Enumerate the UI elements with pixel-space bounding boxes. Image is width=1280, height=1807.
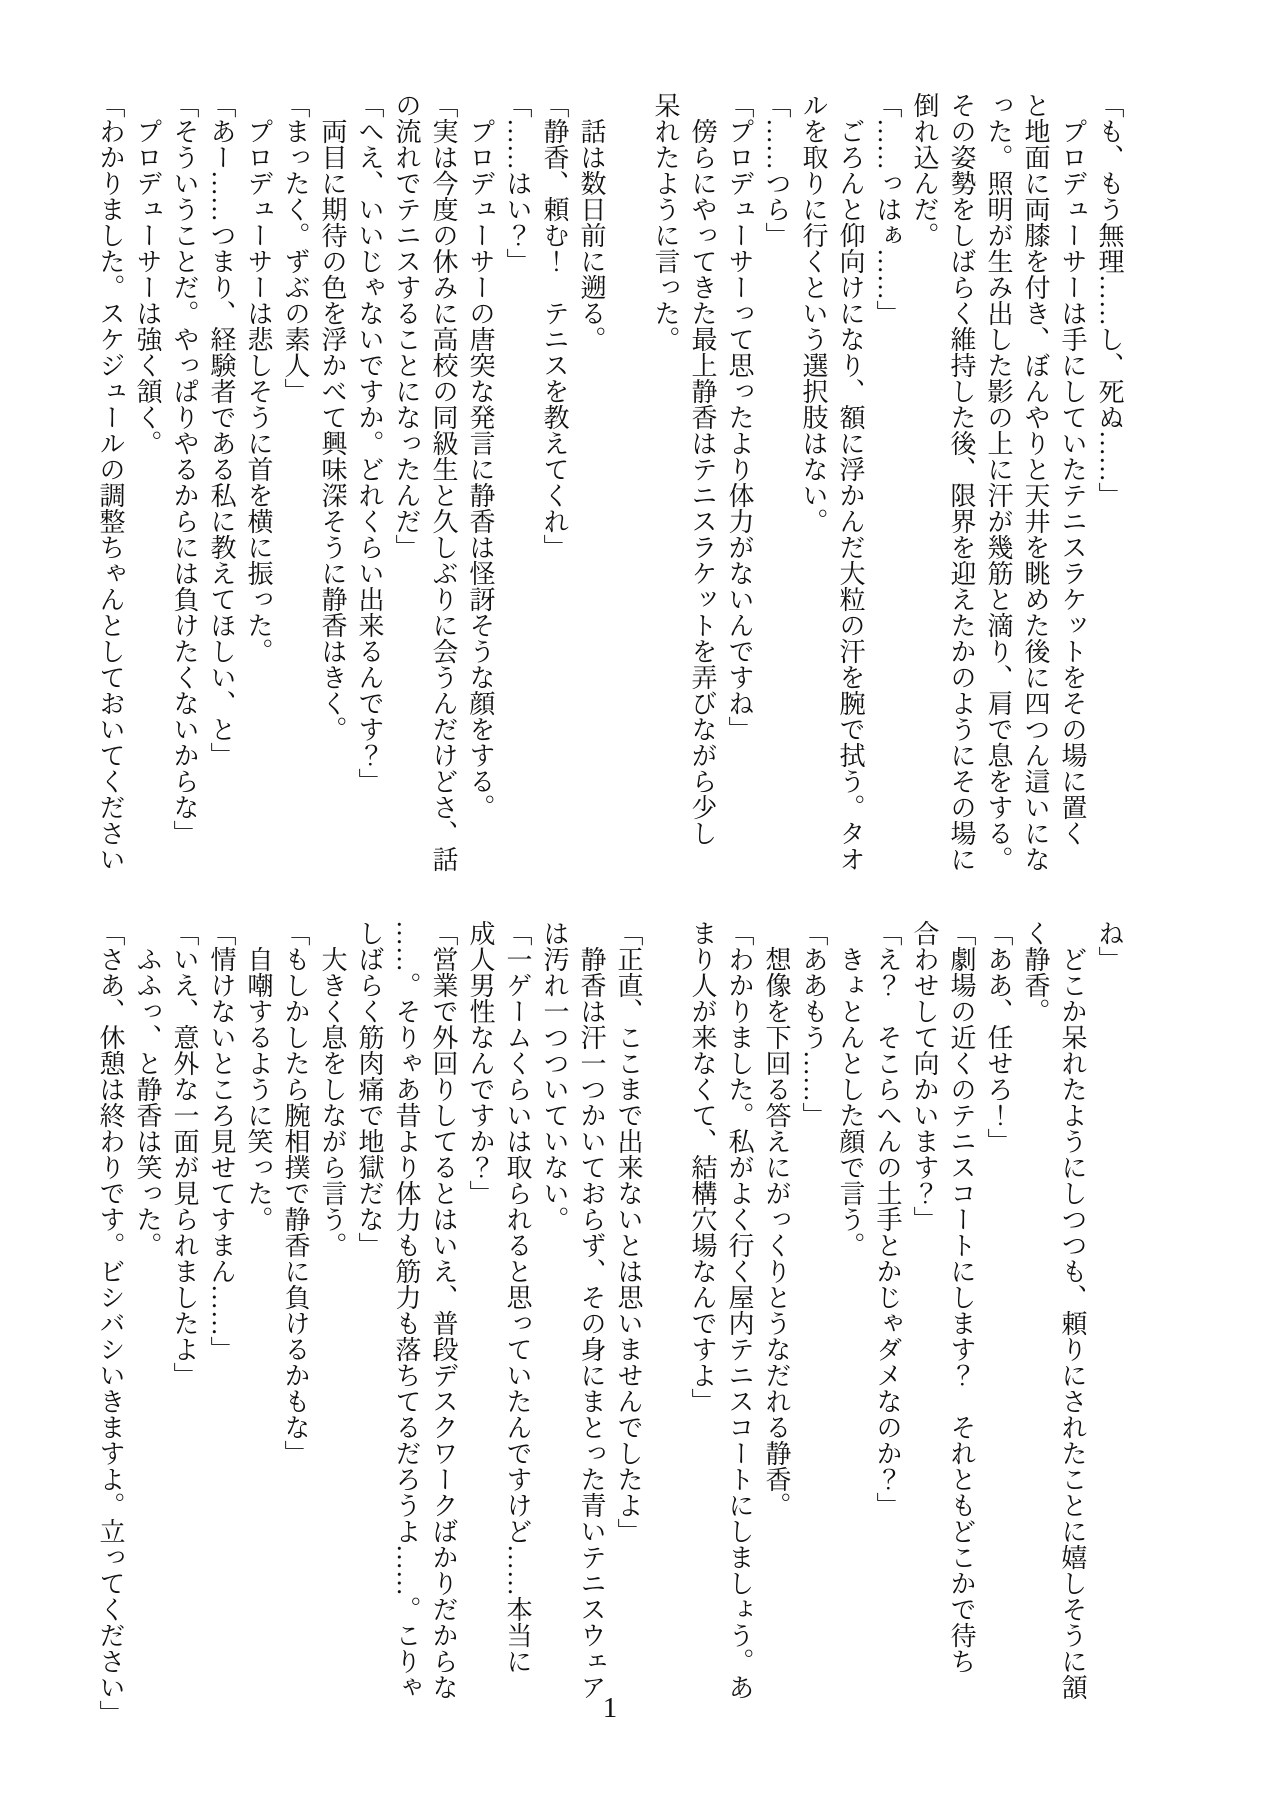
text-line: どこか呆れたようにしつつも、頼りにされたことに嬉しそうに頷 — [1058, 920, 1087, 1700]
text-line: 静香は汗一つかいておらず、その身にまとった青いテニスウェア — [577, 920, 606, 1700]
text-line: 「もしかしたら腕相撲で静香に負けるかもな」 — [281, 920, 310, 1466]
text-line: プロデューサーは悲しそうに首を横に振った。 — [244, 92, 273, 664]
text-line: 大きく息をしながら言う。 — [318, 920, 347, 1258]
text-line: プロデューサーの唐突な発言に静香は怪訝そうな顔をする。 — [466, 92, 495, 820]
text-line: 両目に期待の色を浮かべて興味深そうに静香はきく。 — [318, 92, 347, 742]
text-line: 「一ゲームくらいは取られると思っていたんですけど……本当に — [503, 920, 532, 1674]
page-number: 1 — [602, 1692, 618, 1724]
text-line: その姿勢をしばらく維持した後、限界を迎えたかのようにその場に — [947, 92, 976, 872]
text-line: ルを取りに行くという選択肢はない。 — [799, 92, 828, 534]
text-line: 自嘲するように笑った。 — [244, 920, 273, 1232]
text-line: 話は数日前に遡る。 — [577, 92, 606, 352]
text-line: ね」 — [1095, 920, 1124, 972]
text-line: 「正直、ここまで出来ないとは思いませんでしたよ」 — [614, 920, 643, 1544]
text-line: 「ああもう……」 — [799, 920, 828, 1128]
text-line: 「……っはぁ……」 — [873, 92, 902, 326]
text-line: プロデューサーは手にしていたテニスラケットをその場に置く — [1058, 92, 1087, 846]
text-line: 「……つら」 — [762, 92, 791, 248]
text-line: 想像を下回る答えにがっくりとうなだれる静香。 — [762, 920, 791, 1518]
text-line: 倒れ込んだ。 — [910, 92, 939, 248]
text-line: きょとんとした顔で言う。 — [836, 920, 865, 1258]
text-line: 「わかりました。スケジュールの調整ちゃんとしておいてください — [96, 92, 125, 872]
text-line: ……。そりゃあ昔より体力も筋力も落ちてるだろうよ……。こりゃ — [392, 920, 421, 1700]
text-line: は汚れ一つついていない。 — [540, 920, 569, 1232]
text-line: 「え？ そこらへんの土手とかじゃダメなのか？」 — [873, 920, 902, 1518]
text-line: 「まったく。ずぶの素人」 — [281, 92, 310, 404]
text-line: 「も、もう無理……し、死ぬ……」 — [1095, 92, 1124, 508]
text-line: 「静香、頼む！ テニスを教えてくれ」 — [540, 92, 569, 560]
text-line: 「わかりました。私がよく行く屋内テニスコートにしましょう。あ — [725, 920, 754, 1700]
blank-line — [647, 920, 684, 1715]
text-line: 「プロデューサーって思ったより体力がないんですね」 — [725, 92, 754, 742]
text-line: 傍らにやってきた最上静香はテニスラケットを弄びながら少し — [688, 92, 717, 846]
text-line: 合わせして向かいます？」 — [910, 920, 939, 1232]
text-line: 「ああ、任せろ！」 — [984, 920, 1013, 1154]
text-line: 「営業で外回りしてるとはいえ、普段デスクワークばかりだからな — [429, 920, 458, 1700]
text-line: った。照明が生み出した影の上に汗が幾筋と滴り、肩で息をする。 — [984, 92, 1013, 872]
text-line: まり人が来なくて、結構穴場なんですよ」 — [688, 920, 717, 1414]
text-line: 「いえ、意外な一面が見られましたよ」 — [170, 920, 199, 1388]
text-line: 「そういうことだ。やっぱりやるからには負けたくないからな」 — [170, 92, 199, 846]
text-line: ごろんと仰向けになり、額に浮かんだ大粒の汗を腕で拭う。タオ — [836, 92, 865, 872]
text-block-lower — [92, 920, 1128, 1726]
text-line: ふふっ、と静香は笑った。 — [133, 920, 162, 1258]
text-line: しばらく筋肉痛で地獄だな」 — [355, 920, 384, 1258]
text-line: と地面に両膝を付き、ぼんやりと天井を眺めた後に四つん這いにな — [1021, 92, 1050, 872]
text-line: 「……はい？」 — [503, 92, 532, 274]
text-line: 「あー……つまり、経験者である私に教えてほしい、と」 — [207, 92, 236, 768]
text-line: 「劇場の近くのテニスコートにします？ それともどこかで待ち — [947, 920, 976, 1674]
text-line: 「情けないところ見せてすまん……」 — [207, 920, 236, 1362]
blank-line — [610, 92, 647, 867]
text-line: 成人男性なんですか？」 — [466, 920, 495, 1206]
text-line: 「実は今度の休みに高校の同級生と久しぶりに会うんだけどさ、話 — [429, 92, 458, 872]
text-block-upper — [92, 92, 1128, 872]
text-line: く静香。 — [1021, 920, 1050, 1024]
text-line: プロデューサーは強く頷く。 — [133, 92, 162, 456]
text-line: の流れでテニスすることになったんだ」 — [392, 92, 421, 560]
text-line: 「さあ、休憩は終わりです。ビシバシいきますよ。立ってください」 — [96, 920, 125, 1726]
text-line: 呆れたように言った。 — [651, 92, 680, 352]
text-line: 「へえ、いいじゃないですか。どれくらい出来るんです？」 — [355, 92, 384, 794]
